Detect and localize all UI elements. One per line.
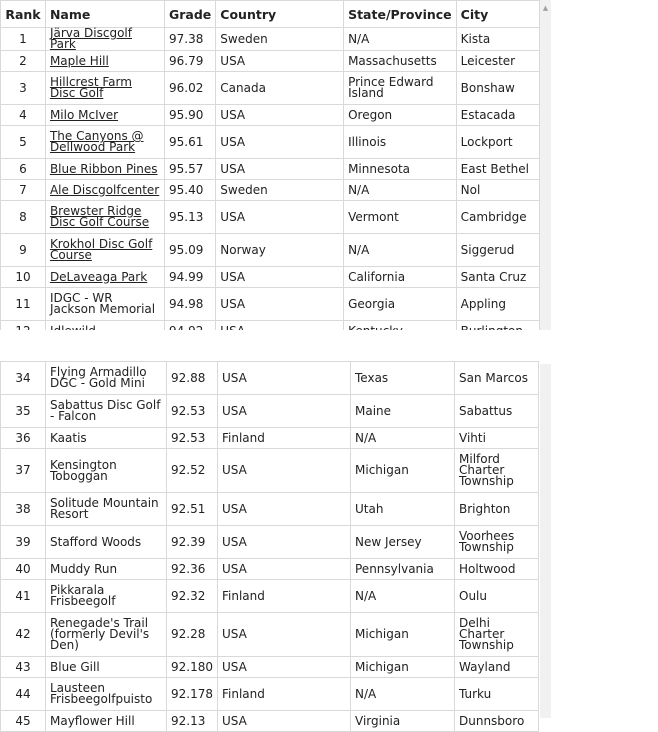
grade-cell: 92.178: [167, 678, 218, 711]
course-name: IDGC - WR Jackson Memorial: [49, 291, 156, 316]
rank-cell: 42: [1, 613, 46, 657]
table-row: [1, 72, 540, 105]
city-cell: Cambridge: [456, 201, 539, 234]
course-name-cell: [46, 657, 167, 678]
state-cell: Vermont: [344, 201, 457, 234]
city-cell: Sabattus: [455, 395, 539, 428]
country-cell: USA: [216, 288, 344, 321]
table-row: [1, 105, 540, 126]
grade-cell: 95.40: [164, 180, 215, 201]
course-name-cell: [45, 234, 164, 267]
course-link[interactable]: Krokhol Disc Golf Course: [49, 237, 153, 262]
grade-cell: 95.61: [164, 126, 215, 159]
rank-cell: 40: [1, 559, 46, 580]
rank-cell: 10: [1, 267, 46, 288]
table-row: [1, 159, 540, 180]
country-cell: USA: [216, 105, 344, 126]
city-cell: Vihti: [455, 428, 539, 449]
course-name-cell: [45, 28, 164, 51]
table-row: [1, 526, 539, 559]
header-country[interactable]: Country: [216, 1, 344, 28]
rank-cell: 7: [1, 180, 46, 201]
state-cell: Pennsylvania: [351, 559, 455, 580]
course-name: Blue Gill: [50, 659, 100, 674]
state-cell: California: [344, 267, 457, 288]
grade-cell: 92.36: [167, 559, 218, 580]
rank-cell: 37: [1, 449, 46, 493]
vertical-scrollbar[interactable]: [540, 0, 551, 330]
table-row: [1, 428, 539, 449]
state-cell: N/A: [351, 678, 455, 711]
state-cell: Virginia: [351, 711, 455, 732]
course-name: Muddy Run: [50, 561, 118, 576]
state-cell: Oregon: [344, 105, 457, 126]
rank-cell: 3: [1, 72, 46, 105]
city-cell: Holtwood: [455, 559, 539, 580]
city-cell: Voorhees Township: [455, 526, 539, 559]
rank-cell: 9: [1, 234, 46, 267]
country-cell: USA: [216, 51, 344, 72]
vertical-scrollbar-lower[interactable]: [540, 364, 551, 718]
grade-cell: 92.53: [167, 428, 218, 449]
country-cell: Norway: [216, 234, 344, 267]
table-row: [1, 180, 540, 201]
state-cell: Texas: [351, 362, 455, 395]
table-row: [1, 559, 539, 580]
state-cell: N/A: [351, 428, 455, 449]
country-cell: Canada: [216, 72, 344, 105]
city-cell: Milford Charter Township: [455, 449, 539, 493]
course-name-cell: [46, 362, 167, 395]
table-row: [1, 493, 539, 526]
country-cell: Sweden: [216, 180, 344, 201]
table-scroll-viewport[interactable]: [0, 0, 540, 330]
country-cell: USA: [218, 395, 351, 428]
city-cell: Oulu: [455, 580, 539, 613]
table-row: [1, 657, 539, 678]
course-link[interactable]: DeLaveaga Park: [49, 269, 148, 284]
state-cell: N/A: [351, 580, 455, 613]
rank-cell: 11: [1, 288, 46, 321]
course-name-cell: [46, 449, 167, 493]
course-name: Lausteen Frisbeegolfpuisto: [50, 681, 153, 706]
course-name: Pikkarala Frisbeegolf: [50, 583, 116, 608]
grade-cell: 95.57: [164, 159, 215, 180]
country-cell: USA: [216, 159, 344, 180]
table-row: [1, 395, 539, 428]
course-name-cell: [46, 493, 167, 526]
state-cell: Michigan: [351, 657, 455, 678]
course-name-cell: [46, 711, 167, 732]
rankings-table-continued: [0, 361, 539, 732]
course-name-cell: [46, 678, 167, 711]
state-cell: Michigan: [351, 613, 455, 657]
country-cell: USA: [218, 559, 351, 580]
grade-cell: 92.51: [167, 493, 218, 526]
city-cell: Appling: [456, 288, 539, 321]
course-name: Kaatis: [50, 430, 87, 445]
course-name-cell: [45, 126, 164, 159]
country-cell: USA: [218, 657, 351, 678]
course-link[interactable]: Brewster Ridge Disc Golf Course: [49, 204, 150, 229]
scroll-up-arrow-icon[interactable]: ▲: [542, 4, 549, 12]
grade-cell: 95.09: [164, 234, 215, 267]
course-name-cell: [46, 613, 167, 657]
grade-cell: 92.180: [167, 657, 218, 678]
table-row: [1, 711, 539, 732]
rank-cell: 5: [1, 126, 46, 159]
city-cell: Turku: [455, 678, 539, 711]
state-cell: Illinois: [344, 126, 457, 159]
rank-cell: 39: [1, 526, 46, 559]
table-row: [1, 678, 539, 711]
course-link[interactable]: Blue Ribbon Pines: [49, 161, 158, 176]
city-cell: Lockport: [456, 126, 539, 159]
grade-cell: 92.32: [167, 580, 218, 613]
grade-cell: 92.39: [167, 526, 218, 559]
grade-cell: 97.38: [164, 28, 215, 51]
rank-cell: 38: [1, 493, 46, 526]
country-cell: USA: [218, 362, 351, 395]
city-cell: Santa Cruz: [456, 267, 539, 288]
grade-cell: 96.02: [164, 72, 215, 105]
grade-cell: 94.98: [164, 288, 215, 321]
course-name-cell: [45, 180, 164, 201]
grade-cell: 92.88: [167, 362, 218, 395]
course-name-cell: [46, 428, 167, 449]
table-row: [1, 28, 540, 51]
course-name: Sabattus Disc Golf - Falcon: [50, 398, 161, 423]
rank-cell: 4: [1, 105, 46, 126]
table-row: [1, 201, 540, 234]
table-row: [1, 234, 540, 267]
grade-cell: 92.53: [167, 395, 218, 428]
course-link[interactable]: Järva Discgolf Park: [49, 26, 132, 51]
country-cell: Sweden: [216, 28, 344, 51]
city-cell: Bonshaw: [456, 72, 539, 105]
course-name: Mayflower Hill: [50, 713, 135, 728]
course-name-cell: [45, 51, 164, 72]
course-name: Flying Armadillo DGC - Gold Mini: [50, 365, 147, 390]
country-cell: USA: [218, 526, 351, 559]
course-link[interactable]: The Canyons @ Dellwood Park: [49, 129, 144, 154]
course-name: Stafford Woods: [50, 534, 142, 549]
grade-cell: 95.90: [164, 105, 215, 126]
state-cell: Prince Edward Island: [344, 72, 457, 105]
table-row: [1, 51, 540, 72]
course-link[interactable]: Maple Hill: [49, 53, 109, 68]
header-city[interactable]: City: [456, 1, 539, 28]
header-name[interactable]: Name: [45, 1, 164, 28]
city-cell: Leicester: [456, 51, 539, 72]
rankings-table-top-panel[interactable]: [0, 0, 551, 330]
rank-cell: 43: [1, 657, 46, 678]
course-name: Solitude Mountain Resort: [50, 496, 159, 521]
country-cell: USA: [218, 493, 351, 526]
state-cell: N/A: [344, 180, 457, 201]
city-cell: Delhi Charter Township: [455, 613, 539, 657]
country-cell: USA: [216, 267, 344, 288]
state-cell: Minnesota: [344, 159, 457, 180]
course-name-cell: [45, 267, 164, 288]
rankings-table-bottom-panel[interactable]: [0, 364, 551, 728]
course-name-cell: [46, 559, 167, 580]
city-cell: Siggerud: [456, 234, 539, 267]
page-gap: [0, 330, 658, 364]
rank-cell: 35: [1, 395, 46, 428]
course-link[interactable]: Ale Discgolfcenter: [49, 182, 160, 197]
grade-cell: 95.13: [164, 201, 215, 234]
rank-cell: 34: [1, 362, 46, 395]
rank-cell: 41: [1, 580, 46, 613]
state-cell: Maine: [351, 395, 455, 428]
country-cell: Finland: [218, 580, 351, 613]
course-name-cell: [45, 105, 164, 126]
course-name-cell: [45, 72, 164, 105]
rank-cell: 2: [1, 51, 46, 72]
rank-cell: 1: [1, 28, 46, 51]
course-name-cell: [46, 395, 167, 428]
state-cell: N/A: [344, 234, 457, 267]
city-cell: Dunnsboro: [455, 711, 539, 732]
table-row: [1, 267, 540, 288]
country-cell: USA: [218, 613, 351, 657]
rank-cell: 8: [1, 201, 46, 234]
table-row: [1, 613, 539, 657]
rank-cell: 44: [1, 678, 46, 711]
table-row: [1, 126, 540, 159]
grade-cell: 96.79: [164, 51, 215, 72]
country-cell: Finland: [218, 428, 351, 449]
rank-cell: 36: [1, 428, 46, 449]
state-cell: Michigan: [351, 449, 455, 493]
grade-cell: 92.52: [167, 449, 218, 493]
grade-cell: 92.13: [167, 711, 218, 732]
course-name: Renegade's Trail (formerly Devil's Den): [50, 616, 150, 652]
state-cell: N/A: [344, 28, 457, 51]
country-cell: Finland: [218, 678, 351, 711]
header-state[interactable]: State/Province: [344, 1, 457, 28]
course-name: Kensington Toboggan: [50, 457, 117, 483]
course-name-cell: [45, 288, 164, 321]
state-cell: Utah: [351, 493, 455, 526]
city-cell: Nol: [456, 180, 539, 201]
city-cell: San Marcos: [455, 362, 539, 395]
table-header-row: [1, 1, 540, 28]
header-rank[interactable]: Rank: [1, 1, 46, 28]
rankings-table: [0, 0, 540, 342]
city-cell: Kista: [456, 28, 539, 51]
city-cell: Brighton: [455, 493, 539, 526]
course-name-cell: [45, 201, 164, 234]
rank-cell: 45: [1, 711, 46, 732]
header-grade[interactable]: Grade: [164, 1, 215, 28]
grade-cell: 94.99: [164, 267, 215, 288]
country-cell: USA: [216, 126, 344, 159]
state-cell: Massachusetts: [344, 51, 457, 72]
city-cell: Estacada: [456, 105, 539, 126]
country-cell: USA: [218, 449, 351, 493]
table-scroll-viewport-lower[interactable]: [0, 364, 540, 728]
table-row: [1, 362, 539, 395]
course-link[interactable]: Hillcrest Farm Disc Golf: [49, 75, 132, 100]
state-cell: New Jersey: [351, 526, 455, 559]
country-cell: USA: [216, 201, 344, 234]
grade-cell: 92.28: [167, 613, 218, 657]
course-name-cell: [46, 580, 167, 613]
city-cell: Wayland: [455, 657, 539, 678]
country-cell: USA: [218, 711, 351, 732]
course-name-cell: [46, 526, 167, 559]
table-row: [1, 580, 539, 613]
table-row: [1, 288, 540, 321]
course-name-cell: [45, 159, 164, 180]
table-row: [1, 449, 539, 493]
state-cell: Georgia: [344, 288, 457, 321]
rank-cell: 6: [1, 159, 46, 180]
city-cell: East Bethel: [456, 159, 539, 180]
course-link[interactable]: Milo McIver: [49, 107, 119, 122]
